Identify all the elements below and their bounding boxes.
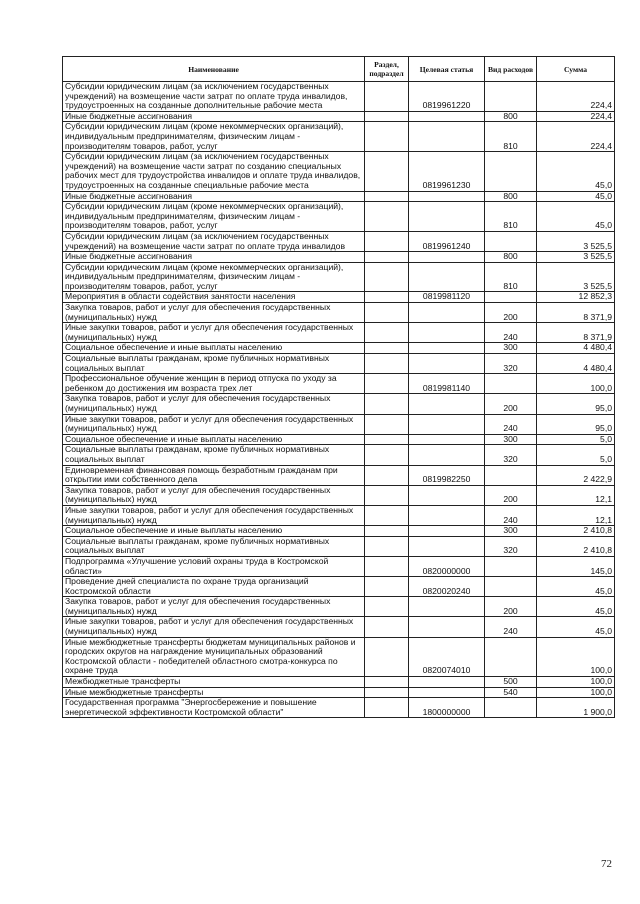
table-row <box>63 556 615 576</box>
row-article <box>409 445 485 465</box>
budget-table-container <box>62 56 614 718</box>
row-name: Социальное обеспечение и иные выплаты населению <box>63 526 365 537</box>
row-sum: 45,0 <box>537 202 615 232</box>
row-expense: 300 <box>485 343 537 354</box>
table-row <box>63 122 615 152</box>
row-expense: 540 <box>485 687 537 698</box>
row-expense <box>485 637 537 676</box>
row-section <box>365 526 409 537</box>
row-expense: 240 <box>485 617 537 637</box>
row-expense <box>485 465 537 485</box>
row-article: 0819981120 <box>409 292 485 303</box>
row-sum: 3 525,5 <box>537 252 615 263</box>
row-article <box>409 343 485 354</box>
row-sum: 224,4 <box>537 122 615 152</box>
row-section <box>365 617 409 637</box>
row-section <box>365 445 409 465</box>
row-name: Закупка товаров, работ и услуг для обеспечения государственных (муниципальных) нужд <box>63 303 365 323</box>
table-row <box>63 637 615 676</box>
row-sum: 100,0 <box>537 637 615 676</box>
row-name: Закупка товаров, работ и услуг для обеспечения государственных (муниципальных) нужд <box>63 485 365 505</box>
row-article <box>409 526 485 537</box>
row-name: Субсидии юридическим лицам (за исключением государственных учреждений) на возмещение части затрат по созданию специальных рабочих мест для трудоустройства инвалидов и оплате труда инвалидов, трудоустроенных на созданные специальные рабочие места <box>63 152 365 191</box>
table-row <box>63 526 615 537</box>
row-name: Субсидии юридическим лицам (кроме некоммерческих организаций), индивидуальным предпринимателям, физическим лицам - производителям товаров, работ, услуг <box>63 202 365 232</box>
row-expense: 320 <box>485 354 537 374</box>
table-row <box>63 394 615 414</box>
row-sum: 2 422,9 <box>537 465 615 485</box>
row-name: Социальные выплаты гражданам, кроме публичных нормативных социальных выплат <box>63 445 365 465</box>
row-name: Иные бюджетные ассигнования <box>63 252 365 263</box>
row-section <box>365 202 409 232</box>
row-sum: 95,0 <box>537 414 615 434</box>
header-expense: Вид расходов <box>485 57 537 82</box>
row-sum: 224,4 <box>537 111 615 122</box>
row-sum: 8 371,9 <box>537 303 615 323</box>
header-sum: Сумма <box>537 57 615 82</box>
row-expense <box>485 698 537 718</box>
row-sum: 100,0 <box>537 687 615 698</box>
row-expense: 240 <box>485 414 537 434</box>
table-row <box>63 465 615 485</box>
table-row <box>63 677 615 688</box>
row-section <box>365 577 409 597</box>
table-row <box>63 191 615 202</box>
table-row <box>63 111 615 122</box>
row-article <box>409 434 485 445</box>
row-expense: 200 <box>485 394 537 414</box>
table-row <box>63 202 615 232</box>
row-name: Закупка товаров, работ и услуг для обеспечения государственных (муниципальных) нужд <box>63 597 365 617</box>
row-sum: 8 371,9 <box>537 323 615 343</box>
row-expense: 800 <box>485 111 537 122</box>
row-section <box>365 465 409 485</box>
row-sum: 2 410,8 <box>537 536 615 556</box>
row-sum: 3 525,5 <box>537 262 615 292</box>
row-sum: 4 480,4 <box>537 343 615 354</box>
table-row <box>63 343 615 354</box>
row-article <box>409 252 485 263</box>
row-name: Социальное обеспечение и иные выплаты населению <box>63 343 365 354</box>
row-article <box>409 597 485 617</box>
row-name: Субсидии юридическим лицам (за исключением государственных учреждений) на возмещение части затрат по оплате труда инвалидов <box>63 231 365 251</box>
row-expense <box>485 82 537 112</box>
row-sum: 45,0 <box>537 617 615 637</box>
row-name: Мероприятия в области содействия занятости населения <box>63 292 365 303</box>
row-expense <box>485 231 537 251</box>
row-name: Единовременная финансовая помощь безработным гражданам при открытии ими собственного дела <box>63 465 365 485</box>
row-section <box>365 152 409 191</box>
row-name: Иные закупки товаров, работ и услуг для обеспечения государственных (муниципальных) нужд <box>63 323 365 343</box>
table-row <box>63 231 615 251</box>
header-name: Наименование <box>63 57 365 82</box>
row-article <box>409 323 485 343</box>
header-article: Целевая статья <box>409 57 485 82</box>
table-row <box>63 597 615 617</box>
table-row <box>63 82 615 112</box>
row-article <box>409 303 485 323</box>
budget-table <box>62 56 615 718</box>
row-article: 0820020240 <box>409 577 485 597</box>
table-row <box>63 414 615 434</box>
row-expense: 240 <box>485 505 537 525</box>
row-sum: 145,0 <box>537 556 615 576</box>
row-expense: 320 <box>485 536 537 556</box>
row-article: 0820000000 <box>409 556 485 576</box>
row-name: Закупка товаров, работ и услуг для обеспечения государственных (муниципальных) нужд <box>63 394 365 414</box>
row-sum: 45,0 <box>537 152 615 191</box>
table-row <box>63 354 615 374</box>
table-row <box>63 445 615 465</box>
row-name: Субсидии юридическим лицам (кроме некоммерческих организаций), индивидуальным предпринимателям, физическим лицам - производителям товаров, работ, услуг <box>63 262 365 292</box>
row-article: 0819961240 <box>409 231 485 251</box>
row-article <box>409 122 485 152</box>
table-row <box>63 698 615 718</box>
row-name: Подпрограмма «Улучшение условий охраны труда в Костромской области» <box>63 556 365 576</box>
row-sum: 45,0 <box>537 597 615 617</box>
row-expense: 200 <box>485 485 537 505</box>
table-row <box>63 323 615 343</box>
row-section <box>365 231 409 251</box>
row-expense <box>485 577 537 597</box>
row-article <box>409 687 485 698</box>
row-article: 1800000000 <box>409 698 485 718</box>
row-expense: 800 <box>485 252 537 263</box>
row-expense <box>485 374 537 394</box>
table-row <box>63 536 615 556</box>
row-article <box>409 617 485 637</box>
row-name: Иные закупки товаров, работ и услуг для обеспечения государственных (муниципальных) нужд <box>63 505 365 525</box>
row-section <box>365 485 409 505</box>
table-row <box>63 617 615 637</box>
table-row <box>63 252 615 263</box>
row-section <box>365 698 409 718</box>
row-expense: 200 <box>485 597 537 617</box>
row-name: Субсидии юридическим лицам (за исключением государственных учреждений) на возмещение части затрат по оплате труда инвалидов, трудоустроенных на созданные дополнительные рабочие места <box>63 82 365 112</box>
row-name: Социальные выплаты гражданам, кроме публичных нормативных социальных выплат <box>63 354 365 374</box>
row-sum: 2 410,8 <box>537 526 615 537</box>
row-sum: 4 480,4 <box>537 354 615 374</box>
row-expense: 320 <box>485 445 537 465</box>
row-section <box>365 252 409 263</box>
row-sum: 1 900,0 <box>537 698 615 718</box>
table-row <box>63 262 615 292</box>
row-expense: 300 <box>485 434 537 445</box>
row-section <box>365 354 409 374</box>
row-name: Субсидии юридическим лицам (кроме некоммерческих организаций), индивидуальным предпринимателям, физическим лицам - производителям товаров, работ, услуг <box>63 122 365 152</box>
row-article <box>409 505 485 525</box>
row-article <box>409 485 485 505</box>
row-expense <box>485 556 537 576</box>
row-article <box>409 354 485 374</box>
row-article <box>409 111 485 122</box>
row-section <box>365 505 409 525</box>
row-sum: 95,0 <box>537 394 615 414</box>
row-sum: 45,0 <box>537 577 615 597</box>
row-section <box>365 687 409 698</box>
row-expense <box>485 292 537 303</box>
row-section <box>365 111 409 122</box>
row-article <box>409 202 485 232</box>
row-name: Иные межбюджетные трансферты <box>63 687 365 698</box>
table-row <box>63 485 615 505</box>
row-article <box>409 191 485 202</box>
row-expense: 200 <box>485 303 537 323</box>
row-expense: 810 <box>485 262 537 292</box>
row-article: 0819961230 <box>409 152 485 191</box>
row-name: Иные закупки товаров, работ и услуг для обеспечения государственных (муниципальных) нужд <box>63 617 365 637</box>
table-row <box>63 152 615 191</box>
row-expense <box>485 152 537 191</box>
row-section <box>365 323 409 343</box>
row-expense: 500 <box>485 677 537 688</box>
row-article <box>409 414 485 434</box>
row-article <box>409 536 485 556</box>
row-section <box>365 394 409 414</box>
row-section <box>365 303 409 323</box>
table-row <box>63 303 615 323</box>
row-sum: 12 852,3 <box>537 292 615 303</box>
row-section <box>365 292 409 303</box>
row-expense: 300 <box>485 526 537 537</box>
row-section <box>365 677 409 688</box>
table-body <box>63 82 615 718</box>
row-section <box>365 434 409 445</box>
table-row <box>63 505 615 525</box>
row-article <box>409 677 485 688</box>
row-name: Иные бюджетные ассигнования <box>63 191 365 202</box>
row-article: 0820074010 <box>409 637 485 676</box>
row-name: Социальное обеспечение и иные выплаты населению <box>63 434 365 445</box>
row-sum: 224,4 <box>537 82 615 112</box>
row-article: 0819981140 <box>409 374 485 394</box>
table-row <box>63 374 615 394</box>
row-section <box>365 536 409 556</box>
row-name: Иные закупки товаров, работ и услуг для обеспечения государственных (муниципальных) нужд <box>63 414 365 434</box>
row-section <box>365 637 409 676</box>
row-article: 0819961220 <box>409 82 485 112</box>
row-sum: 100,0 <box>537 374 615 394</box>
row-article: 0819982250 <box>409 465 485 485</box>
row-article <box>409 394 485 414</box>
row-expense: 800 <box>485 191 537 202</box>
row-sum: 45,0 <box>537 191 615 202</box>
row-section <box>365 122 409 152</box>
row-name: Иные бюджетные ассигнования <box>63 111 365 122</box>
row-name: Государственная программа "Энергосбережение и повышение энергетической эффективности Костромской области" <box>63 698 365 718</box>
header-section: Раздел, подраздел <box>365 57 409 82</box>
row-section <box>365 414 409 434</box>
row-section <box>365 82 409 112</box>
row-expense: 240 <box>485 323 537 343</box>
row-name: Социальные выплаты гражданам, кроме публичных нормативных социальных выплат <box>63 536 365 556</box>
row-expense: 810 <box>485 122 537 152</box>
row-sum: 100,0 <box>537 677 615 688</box>
row-sum: 12,1 <box>537 505 615 525</box>
row-section <box>365 191 409 202</box>
row-section <box>365 556 409 576</box>
row-expense: 810 <box>485 202 537 232</box>
row-sum: 5,0 <box>537 434 615 445</box>
page-number: 72 <box>601 858 612 870</box>
table-row <box>63 577 615 597</box>
row-name: Проведение дней специалиста по охране труда организаций Костромской области <box>63 577 365 597</box>
row-article <box>409 262 485 292</box>
row-section <box>365 262 409 292</box>
table-row <box>63 292 615 303</box>
row-sum: 12,1 <box>537 485 615 505</box>
row-section <box>365 597 409 617</box>
row-name: Межбюджетные трансферты <box>63 677 365 688</box>
row-name: Иные межбюджетные трансферты бюджетам муниципальных районов и городских округов на награждение муниципальных образований Костромской области - победителей областного смотра-конкурса по охране труда <box>63 637 365 676</box>
table-header-row <box>63 57 615 82</box>
row-sum: 5,0 <box>537 445 615 465</box>
row-sum: 3 525,5 <box>537 231 615 251</box>
table-row <box>63 687 615 698</box>
row-name: Профессиональное обучение женщин в период отпуска по уходу за ребенком до достижения им возраста трех лет <box>63 374 365 394</box>
row-section <box>365 374 409 394</box>
table-row <box>63 434 615 445</box>
row-section <box>365 343 409 354</box>
